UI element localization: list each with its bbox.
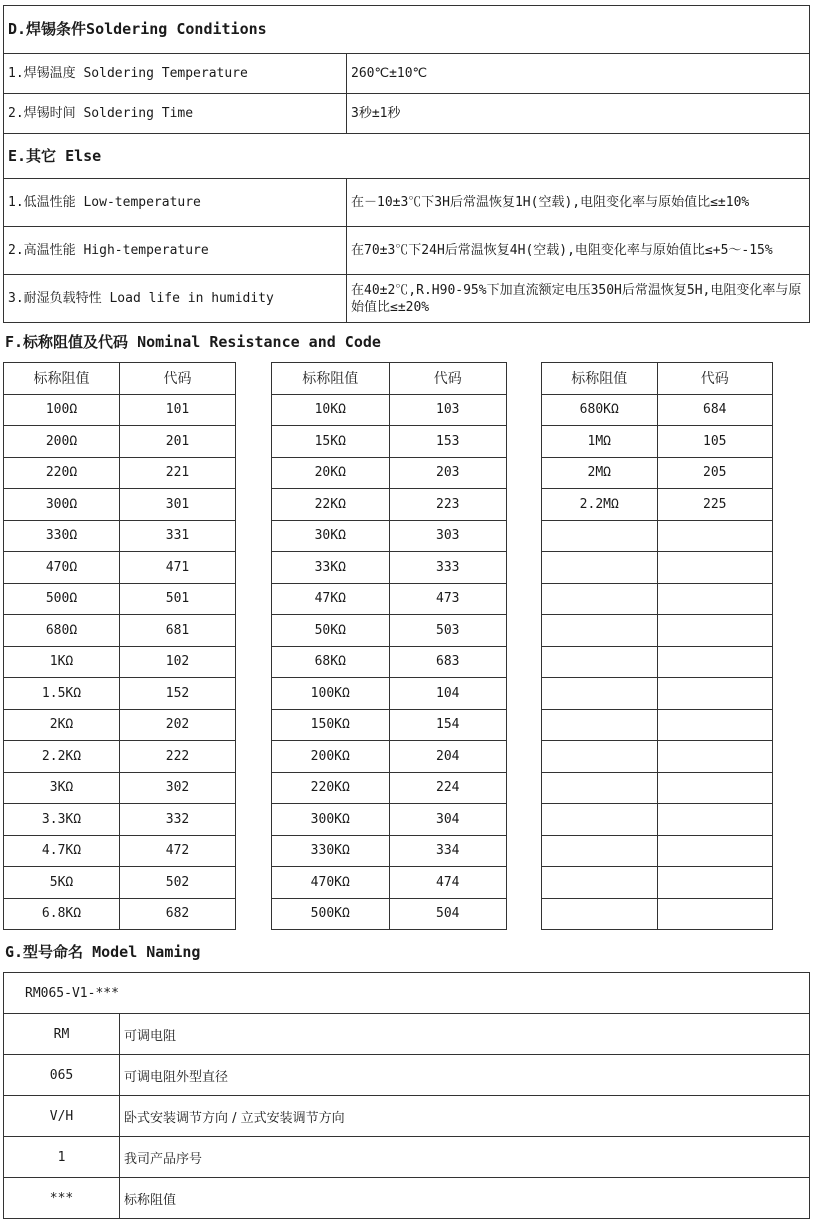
table-row (542, 552, 773, 584)
table-row (542, 772, 773, 804)
table-row (542, 804, 773, 836)
table-row (542, 646, 773, 678)
resistance-code (657, 835, 773, 867)
resistance-code: 204 (389, 741, 507, 773)
conditions-table (3, 5, 810, 323)
table-row (272, 520, 507, 552)
naming-desc: 可调电阻 (120, 1014, 810, 1055)
naming-code: RM (4, 1014, 120, 1055)
resistance-code: 472 (120, 835, 236, 867)
resistance-value: 1.5KΩ (4, 678, 120, 710)
resistance-code: 682 (120, 898, 236, 930)
table-row (4, 227, 810, 275)
resistance-value: 6.8KΩ (4, 898, 120, 930)
resistance-value: 3KΩ (4, 772, 120, 804)
table-row (542, 426, 773, 458)
resistance-value (542, 615, 658, 647)
table-row (4, 489, 236, 521)
resistance-value (542, 867, 658, 899)
resistance-value (542, 552, 658, 584)
resistance-code: 202 (120, 709, 236, 741)
table-row (542, 835, 773, 867)
resistance-value: 300Ω (4, 489, 120, 521)
table-row (4, 741, 236, 773)
resistance-value: 470KΩ (272, 867, 390, 899)
table-row (4, 1055, 810, 1096)
table-row (4, 583, 236, 615)
table-row (272, 646, 507, 678)
resistance-value (542, 646, 658, 678)
table-row (4, 54, 810, 94)
naming-desc: 标称阻值 (120, 1178, 810, 1219)
table-header-row (542, 363, 773, 395)
table-row (272, 457, 507, 489)
resistance-code: 304 (389, 804, 507, 836)
table-row (4, 552, 236, 584)
resistance-code: 225 (657, 489, 773, 521)
resistance-code: 332 (120, 804, 236, 836)
resistance-value (542, 583, 658, 615)
resistance-code: 302 (120, 772, 236, 804)
table-row (272, 489, 507, 521)
resistance-value: 470Ω (4, 552, 120, 584)
naming-code: 1 (4, 1137, 120, 1178)
model-number: RM065-V1-*** (4, 973, 810, 1014)
naming-desc: 我司产品序号 (120, 1137, 810, 1178)
resistance-value: 1KΩ (4, 646, 120, 678)
resistance-value (542, 678, 658, 710)
resistance-code: 474 (389, 867, 507, 899)
resistance-code: 102 (120, 646, 236, 678)
resistance-value: 330Ω (4, 520, 120, 552)
resistance-code (657, 615, 773, 647)
resistance-code: 153 (389, 426, 507, 458)
resistance-table-3 (541, 362, 773, 930)
resistance-code (657, 520, 773, 552)
resistance-value: 4.7KΩ (4, 835, 120, 867)
table-row (542, 489, 773, 521)
table-row (4, 1137, 810, 1178)
resistance-code (657, 646, 773, 678)
table-row (4, 520, 236, 552)
resistance-code: 223 (389, 489, 507, 521)
table-row (272, 552, 507, 584)
resistance-code: 154 (389, 709, 507, 741)
table-row (4, 1014, 810, 1055)
table-row (4, 1096, 810, 1137)
soldering-temp-label: 1.焊锡温度 Soldering Temperature (4, 54, 347, 94)
table-row (542, 898, 773, 930)
resistance-code: 681 (120, 615, 236, 647)
code-header: 代码 (389, 363, 507, 395)
resistance-value: 220KΩ (272, 772, 390, 804)
nominal-title: F.标称阻值及代码 Nominal Resistance and Code (5, 333, 381, 351)
resistance-code: 504 (389, 898, 507, 930)
table-header-row (272, 363, 507, 395)
table-row (542, 741, 773, 773)
resistance-code: 683 (389, 646, 507, 678)
resistance-value: 3.3KΩ (4, 804, 120, 836)
low-temp-label: 1.低温性能 Low-temperature (4, 179, 347, 227)
naming-code: V/H (4, 1096, 120, 1137)
resistance-code (657, 867, 773, 899)
else-title: E.其它 Else (4, 134, 810, 179)
resistance-code (657, 741, 773, 773)
resistance-value: 10KΩ (272, 394, 390, 426)
resistance-code: 331 (120, 520, 236, 552)
table-row (542, 709, 773, 741)
resistance-code: 684 (657, 394, 773, 426)
low-temp-value: 在－10±3℃下3H后常温恢复1H(空载),电阻变化率与原始值比≤±10% (347, 179, 810, 227)
resistance-value: 100Ω (4, 394, 120, 426)
high-temp-label: 2.高温性能 High-temperature (4, 227, 347, 275)
resistance-value (542, 709, 658, 741)
resistance-code: 471 (120, 552, 236, 584)
resistance-value (542, 804, 658, 836)
table-row (272, 741, 507, 773)
soldering-title: D.焊锡条件Soldering Conditions (4, 6, 810, 54)
resistance-value: 330KΩ (272, 835, 390, 867)
resistance-code: 205 (657, 457, 773, 489)
resistance-code: 104 (389, 678, 507, 710)
resistance-value: 300KΩ (272, 804, 390, 836)
table-row (4, 898, 236, 930)
resistance-value: 2KΩ (4, 709, 120, 741)
resistance-value (542, 772, 658, 804)
resistance-value: 15KΩ (272, 426, 390, 458)
table-row (4, 867, 236, 899)
resistance-code: 222 (120, 741, 236, 773)
table-row (542, 520, 773, 552)
resistance-value: 2.2KΩ (4, 741, 120, 773)
soldering-temp-value: 260℃±10℃ (347, 54, 810, 94)
table-row (4, 678, 236, 710)
resistance-code: 303 (389, 520, 507, 552)
naming-code: *** (4, 1178, 120, 1219)
table-row (4, 1178, 810, 1219)
resistance-value: 20KΩ (272, 457, 390, 489)
resistance-value: 100KΩ (272, 678, 390, 710)
table-row (272, 867, 507, 899)
table-row (4, 426, 236, 458)
table-row (4, 615, 236, 647)
resistance-value: 33KΩ (272, 552, 390, 584)
resistance-code: 301 (120, 489, 236, 521)
table-row (272, 583, 507, 615)
resistance-value (542, 898, 658, 930)
resistance-header: 标称阻值 (272, 363, 390, 395)
model-naming-title: G.型号命名 Model Naming (5, 943, 201, 961)
resistance-code: 224 (389, 772, 507, 804)
humidity-label: 3.耐湿负载特性 Load life in humidity (4, 275, 347, 323)
resistance-code (657, 709, 773, 741)
table-row (4, 772, 236, 804)
table-row (4, 457, 236, 489)
table-row (542, 583, 773, 615)
table-row (272, 772, 507, 804)
resistance-value (542, 741, 658, 773)
resistance-code: 501 (120, 583, 236, 615)
code-header: 代码 (120, 363, 236, 395)
resistance-value: 68KΩ (272, 646, 390, 678)
resistance-header: 标称阻值 (4, 363, 120, 395)
table-row (272, 394, 507, 426)
table-header-row (4, 363, 236, 395)
soldering-time-value: 3秒±1秒 (347, 94, 810, 134)
table-row (4, 394, 236, 426)
resistance-code: 502 (120, 867, 236, 899)
resistance-value: 220Ω (4, 457, 120, 489)
resistance-code (657, 804, 773, 836)
resistance-code (657, 552, 773, 584)
resistance-value: 200Ω (4, 426, 120, 458)
resistance-code: 473 (389, 583, 507, 615)
resistance-value: 47KΩ (272, 583, 390, 615)
resistance-code (657, 898, 773, 930)
resistance-code: 333 (389, 552, 507, 584)
resistance-value: 2MΩ (542, 457, 658, 489)
resistance-value: 500Ω (4, 583, 120, 615)
resistance-value (542, 520, 658, 552)
table-row (542, 394, 773, 426)
table-row (272, 835, 507, 867)
naming-desc: 卧式安装调节方向 / 立式安装调节方向 (120, 1096, 810, 1137)
resistance-code: 101 (120, 394, 236, 426)
resistance-code: 152 (120, 678, 236, 710)
table-row (4, 804, 236, 836)
resistance-value: 680KΩ (542, 394, 658, 426)
table-row (4, 94, 810, 134)
table-row (4, 646, 236, 678)
table-row (272, 426, 507, 458)
resistance-code: 334 (389, 835, 507, 867)
resistance-code: 201 (120, 426, 236, 458)
model-naming-table (3, 972, 810, 1219)
resistance-value: 5KΩ (4, 867, 120, 899)
resistance-value: 50KΩ (272, 615, 390, 647)
resistance-code: 103 (389, 394, 507, 426)
resistance-value: 200KΩ (272, 741, 390, 773)
table-row (542, 615, 773, 647)
resistance-code: 203 (389, 457, 507, 489)
table-row (272, 898, 507, 930)
table-row (4, 709, 236, 741)
table-row (272, 678, 507, 710)
soldering-time-label: 2.焊锡时间 Soldering Time (4, 94, 347, 134)
resistance-code: 221 (120, 457, 236, 489)
table-row (272, 709, 507, 741)
naming-code: 065 (4, 1055, 120, 1096)
humidity-value: 在40±2℃,R.H90-95%下加直流额定电压350H后常温恢复5H,电阻变化率与原始值比≤±20% (347, 275, 810, 323)
table-row (542, 457, 773, 489)
table-row (4, 275, 810, 323)
resistance-code: 105 (657, 426, 773, 458)
resistance-header: 标称阻值 (542, 363, 658, 395)
table-row (272, 804, 507, 836)
resistance-value: 1MΩ (542, 426, 658, 458)
resistance-value (542, 835, 658, 867)
resistance-value: 500KΩ (272, 898, 390, 930)
resistance-code: 503 (389, 615, 507, 647)
table-row (4, 973, 810, 1014)
table-row (272, 615, 507, 647)
resistance-value: 680Ω (4, 615, 120, 647)
table-row (4, 179, 810, 227)
resistance-code (657, 772, 773, 804)
table-row (542, 678, 773, 710)
resistance-code (657, 583, 773, 615)
naming-desc: 可调电阻外型直径 (120, 1055, 810, 1096)
table-row (542, 867, 773, 899)
code-header: 代码 (657, 363, 773, 395)
table-row (4, 835, 236, 867)
resistance-table-1 (3, 362, 236, 930)
resistance-value: 2.2MΩ (542, 489, 658, 521)
resistance-table-2 (271, 362, 507, 930)
resistance-value: 150KΩ (272, 709, 390, 741)
resistance-value: 22KΩ (272, 489, 390, 521)
high-temp-value: 在70±3℃下24H后常温恢复4H(空载),电阻变化率与原始值比≤+5～-15% (347, 227, 810, 275)
resistance-code (657, 678, 773, 710)
resistance-value: 30KΩ (272, 520, 390, 552)
